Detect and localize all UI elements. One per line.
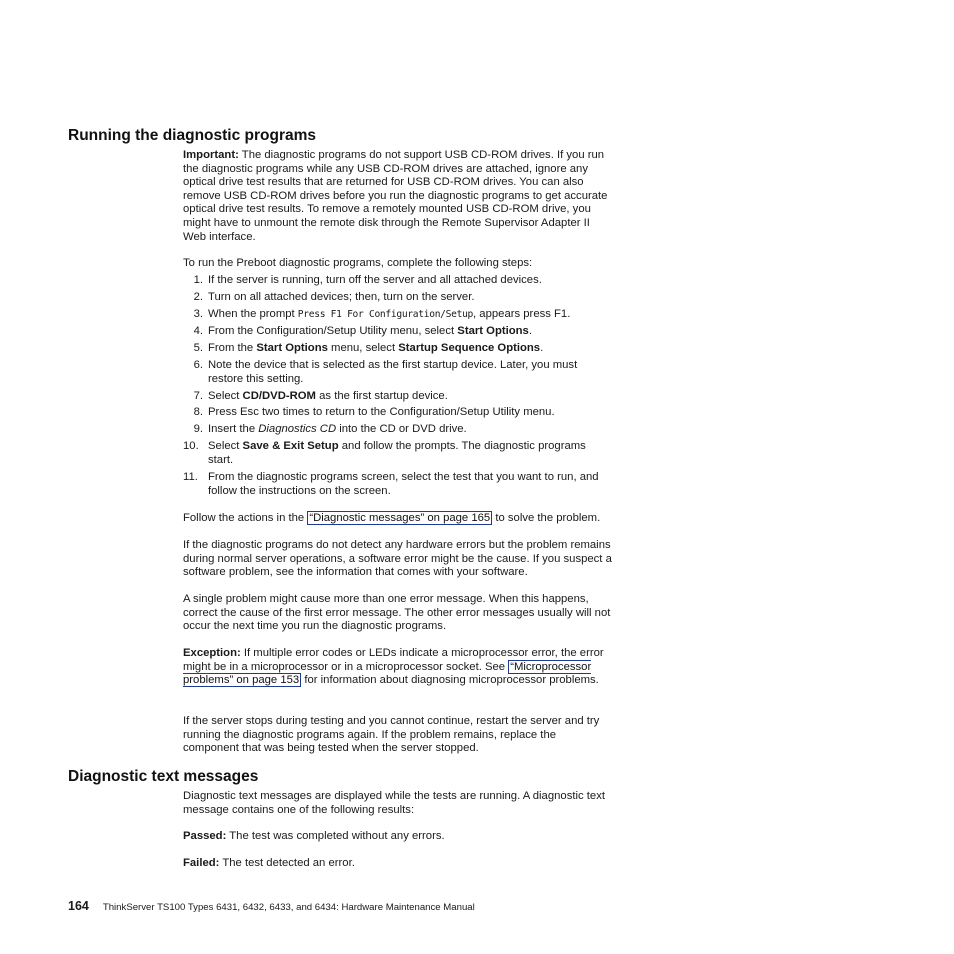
step-text: . <box>528 324 532 337</box>
step-number: 10. <box>183 440 199 453</box>
step-text: When the prompt <box>208 307 298 320</box>
passed-label: Passed: <box>183 830 227 842</box>
important-text: The diagnostic programs do not support USB CD-ROM drives. If you run the diagnostic programs while any USB CD-ROM drives are attached, ignore any optical drive test results that are returned for USB CD-ROM drives. You can also remove USB CD-ROM drives before you run the diagnostic programs to get accurate optical drive test results. To remove a remotely mounted USB CD-ROM drive, you might have to unmount the remote disk through the Remote Supervisor Adapter II Web interface. <box>183 149 608 243</box>
text-messages-intro: Diagnostic text messages are displayed while the tests are running. A diagnostic text message contains one of the following results: <box>183 790 605 816</box>
paragraph-text: Follow the actions in the <box>183 512 308 524</box>
menu-option-name: Start Options <box>457 324 529 337</box>
list-item <box>183 325 613 339</box>
step-number: 2. <box>193 290 203 303</box>
important-note <box>183 149 613 244</box>
step-text: into the CD or DVD drive. <box>336 423 467 436</box>
page-footer <box>68 900 475 915</box>
steps-intro: To run the Preboot diagnostic programs, complete the following steps: <box>183 257 533 269</box>
manual-title: ThinkServer TS100 Types 6431, 6432, 6433, and 6434: Hardware Maintenance Manual <box>102 902 475 913</box>
step-text: , appears press F1. <box>473 307 571 320</box>
exception-note <box>183 647 613 688</box>
step-text: Turn on all attached devices; then, turn on the server. <box>208 290 475 303</box>
exception-label: Exception: <box>183 647 241 659</box>
step-text: as the first startup device. <box>315 389 448 402</box>
list-item <box>183 359 613 386</box>
step-number: 6. <box>193 358 203 371</box>
step-number: 3. <box>193 307 203 320</box>
important-label: Important: <box>183 149 239 161</box>
list-item <box>183 423 613 437</box>
list-item <box>183 406 613 420</box>
step-text: Select <box>208 440 243 453</box>
steps-list <box>183 274 613 502</box>
diagnostic-messages-link[interactable]: “Diagnostic messages” on page 165 <box>309 512 491 524</box>
passed-text: The test was completed without any errors. <box>226 830 445 842</box>
paragraph-text: to solve the problem. <box>492 512 601 524</box>
step-text: From the Configuration/Setup Utility menu, select <box>208 324 458 337</box>
list-item <box>183 308 613 322</box>
cd-name: Diagnostics CD <box>258 423 337 436</box>
menu-option-name: Start Options <box>256 341 328 354</box>
step-text: menu, select <box>327 341 399 354</box>
passed-result <box>183 830 613 844</box>
step-number: 4. <box>193 324 203 337</box>
failed-text: The test detected an error. <box>219 857 355 869</box>
failed-label: Failed: <box>183 857 220 869</box>
step-text: From the <box>208 341 257 354</box>
menu-option-name: CD/DVD-ROM <box>242 389 316 402</box>
paragraph-text: for information about diagnosing microprocessor problems. <box>301 674 599 687</box>
section-heading-running-diagnostics: Running the diagnostic programs <box>68 127 317 144</box>
menu-option-name: Startup Sequence Options <box>398 341 541 354</box>
step-text: Insert the <box>208 423 259 436</box>
menu-option-name: Save & Exit Setup <box>242 440 339 453</box>
list-item <box>183 440 613 467</box>
step-text: Press Esc two times to return to the Configuration/Setup Utility menu. <box>208 406 555 419</box>
step-text: Select <box>208 389 243 402</box>
server-stops-paragraph: If the server stops during testing and you cannot continue, restart the server and try running the diagnostic programs again. If the problem remains, replace the component that was being tested when the server stopped. <box>183 715 600 755</box>
step-number: 8. <box>193 406 203 419</box>
list-item <box>183 390 613 404</box>
list-item <box>183 471 613 498</box>
software-error-paragraph: If the diagnostic programs do not detect any hardware errors but the problem remains during normal server operations, a software error might be the cause. If you suspect a software problem, see the information that comes with your software. <box>183 539 612 579</box>
step-text: and follow the prompts. The diagnostic programs start. <box>208 440 586 467</box>
step-number: 7. <box>193 389 203 402</box>
page-number: 164 <box>68 899 89 913</box>
follow-actions-paragraph <box>183 512 613 526</box>
step-number: 1. <box>193 274 203 286</box>
step-number: 11. <box>183 471 198 484</box>
single-problem-paragraph: A single problem might cause more than one error message. When this happens, correct the cause of the first error message. The other error messages usually will not occur the next time you run the diagnostic programs. <box>183 593 611 633</box>
setup-prompt-code: Press F1 For Configuration/Setup <box>297 308 474 320</box>
list-item <box>183 274 613 288</box>
step-text: If the server is running, turn off the server and all attached devices. <box>208 274 542 286</box>
section-heading-diagnostic-text-messages: Diagnostic text messages <box>68 768 259 785</box>
list-item <box>183 342 613 356</box>
step-text: . <box>540 341 544 354</box>
failed-result <box>183 857 613 871</box>
microprocessor-problems-link[interactable]: “Microprocessor problems” on page 153 <box>183 660 592 687</box>
step-text: From the diagnostic programs screen, select the test that you want to run, and follow the instructions on the screen. <box>208 471 599 497</box>
paragraph-text: If multiple error codes or LEDs indicate a microprocessor error, the error might be in a microprocessor or in a microprocessor socket. See <box>183 647 604 673</box>
step-number: 5. <box>193 341 203 354</box>
step-number: 9. <box>193 423 203 436</box>
list-item <box>183 291 613 305</box>
step-text: Note the device that is selected as the first startup device. Later, you must restore this setting. <box>208 358 578 385</box>
